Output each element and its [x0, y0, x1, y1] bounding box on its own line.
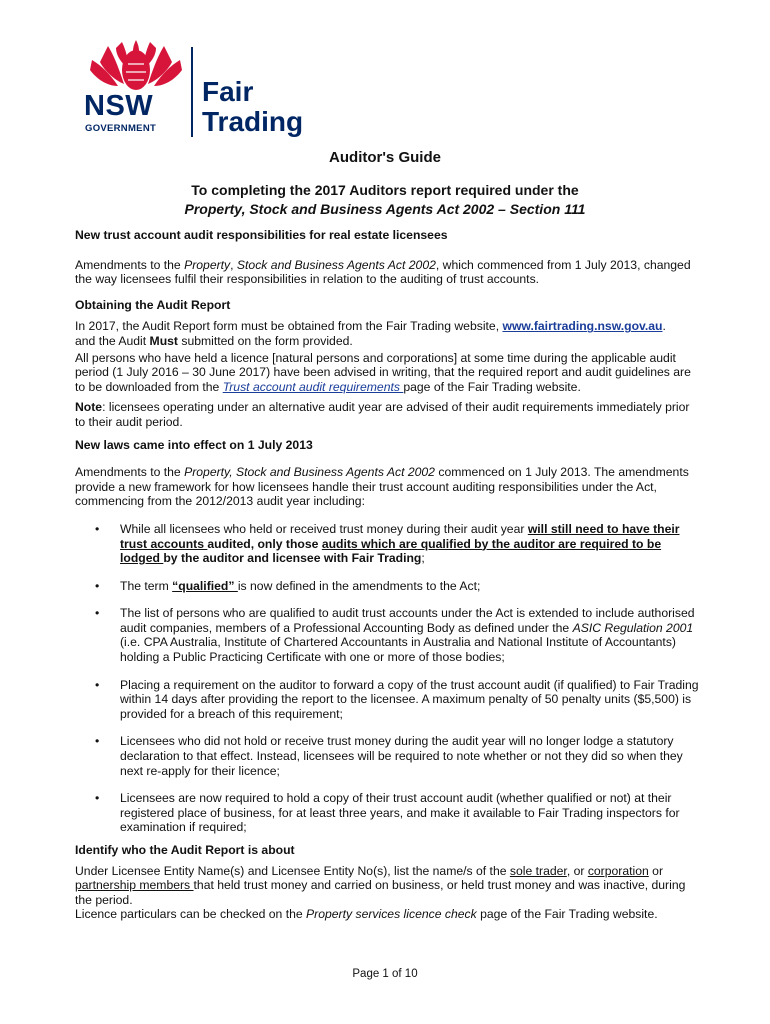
text: Under Licensee Entity Name(s) and Licensee Entity No(s), list the name/s of the — [75, 863, 510, 878]
text: (i.e. CPA Australia, Institute of Chartered Accountants in Australia and National Institute of Accountants) holding a Public Practicing Certificate with one or more of those bodies; — [120, 635, 676, 665]
amendments-list — [75, 522, 700, 835]
paragraph-new-framework — [75, 465, 700, 509]
paragraph-licence-check — [75, 907, 700, 922]
text-italic: Stock and Business Agents Act 2002 — [236, 257, 436, 272]
list-item — [75, 522, 700, 566]
text: . — [662, 319, 666, 334]
text-bold-underline: will still need to have their trust accounts — [120, 521, 680, 551]
text-underline: sole trader — [509, 863, 567, 878]
logo-divider — [191, 47, 193, 137]
text-italic: Property, Stock and Business Agents Act 2002 — [184, 465, 439, 480]
text-italic: ASIC Regulation 2001 — [572, 620, 694, 635]
paragraph-licence-holders — [75, 351, 700, 395]
text-bold: audited, only those — [207, 536, 322, 551]
text: All persons who have held a licence [natural persons and corporations] at some time during the applicable audit period (1 July 2016 – 30 June 2017) have been advised in writing, that the required report and audit guidelines are to be downloaded from the — [75, 350, 691, 394]
text: , or — [566, 863, 588, 878]
section-heading-obtaining-report: Obtaining the Audit Report — [75, 297, 231, 312]
text: page of the Fair Trading website. — [403, 379, 581, 394]
paragraph-amendments — [75, 258, 700, 287]
note-label: Note — [75, 400, 103, 415]
text-bold: by the auditor and licensee with Fair Trading — [163, 551, 422, 566]
text: Licence particulars can be checked on the — [75, 907, 307, 922]
list-item: • Placing a requirement on the auditor to forward a copy of the trust account audit (if qualified) to Fair Trading within 14 days after providing the report to the licensee. A maximum penalty of 50 penalty units ($5,500) is provided for a breach of this requirement; — [75, 678, 700, 722]
document-body — [75, 228, 700, 922]
list-item — [75, 579, 700, 594]
text: and the Audit — [75, 333, 150, 348]
subtitle-line-1: To completing the 2017 Auditors report required under the — [191, 182, 579, 198]
text-italic: Property — [184, 257, 231, 272]
logo-nsw-text: NSW — [84, 90, 154, 122]
paragraph-licensee-entity — [75, 864, 700, 908]
logo-government-text: GOVERNMENT — [85, 123, 157, 134]
logo-trading-text: Trading — [202, 106, 304, 137]
subtitle-line-2: Property, Stock and Business Agents Act 2002 – Section 111 — [184, 201, 586, 217]
text: The term — [120, 578, 173, 593]
text: While all licensees who held or received trust money during their audit year — [120, 521, 528, 536]
list-item: • Licensees are now required to hold a copy of their trust account audit (whether qualified or not) at their registered place of business, for at least three years, and make it available to Fair Trading inspectors for examination if required; — [75, 791, 700, 835]
page-number: Page 1 of 10 — [352, 968, 418, 980]
text: Amendments to the — [75, 257, 185, 272]
paragraph-form-obtained — [75, 319, 700, 334]
text: , which commenced from 1 July 2013, changed the way licensees fulfil their responsibilities in relation to the auditing of trust accounts. — [75, 257, 691, 287]
text: page of the Fair Trading website. — [480, 907, 658, 922]
text-bold-underline: audits which are qualified by the auditor are required to be lodged — [120, 536, 662, 566]
section-heading-new-laws: New laws came into effect on 1 July 2013 — [75, 437, 313, 452]
text: commenced on 1 July 2013. The amendments provide a new framework for how licensees handle their trust account auditing responsibilities under the Act, commencing from the 2012/2013 audit year including: — [75, 465, 689, 509]
text: The list of persons who are qualified to audit trust accounts under the Act is extended to include authorised audit companies, members of a Professional Accounting Body as defined under the — [120, 606, 695, 635]
paragraph-note — [75, 400, 700, 429]
waratah-flower-icon — [88, 40, 184, 92]
text-bold: Must — [149, 333, 178, 348]
list-item — [75, 606, 700, 664]
text-underline: corporation — [587, 863, 649, 878]
text: that held trust money and carried on business, or held trust money and was inactive, during the period. — [75, 878, 686, 907]
text-italic: Property services licence check — [306, 907, 481, 922]
text: : licensees operating under an alternative audit year are advised of their audit requirements immediately prior to their audit period. — [75, 400, 690, 429]
text-bold-underline: “qualified” — [172, 578, 238, 593]
text: ; — [421, 551, 425, 566]
fair-trading-website-link[interactable]: www.fairtrading.nsw.gov.au — [502, 319, 663, 334]
page-title: Auditor's Guide — [329, 149, 441, 166]
text: , — [230, 257, 237, 272]
paragraph-audit-must — [75, 334, 700, 349]
text: or — [648, 863, 664, 878]
text-underline: partnership members — [75, 878, 194, 893]
nsw-fair-trading-logo — [84, 40, 324, 140]
text: In 2017, the Audit Report form must be obtained from the Fair Trading website, — [75, 319, 503, 334]
section-heading-trust-audit: New trust account audit responsibilities for real estate licensees — [75, 228, 448, 242]
logo-fair-text: Fair — [202, 76, 254, 107]
text: submitted on the form provided. — [177, 333, 353, 348]
text: Amendments to the — [75, 465, 185, 480]
section-heading-identify-audit: Identify who the Audit Report is about — [75, 843, 295, 857]
list-item: • Licensees who did not hold or receive trust money during the audit year will no longer lodge a statutory declaration to that effect. Instead, licensees will be required to note whether or not they did so when they next re-apply for their licence; — [75, 734, 700, 778]
trust-account-audit-requirements-link[interactable]: Trust account audit requirements — [222, 379, 404, 394]
text: is now defined in the amendments to the Act; — [237, 578, 481, 593]
